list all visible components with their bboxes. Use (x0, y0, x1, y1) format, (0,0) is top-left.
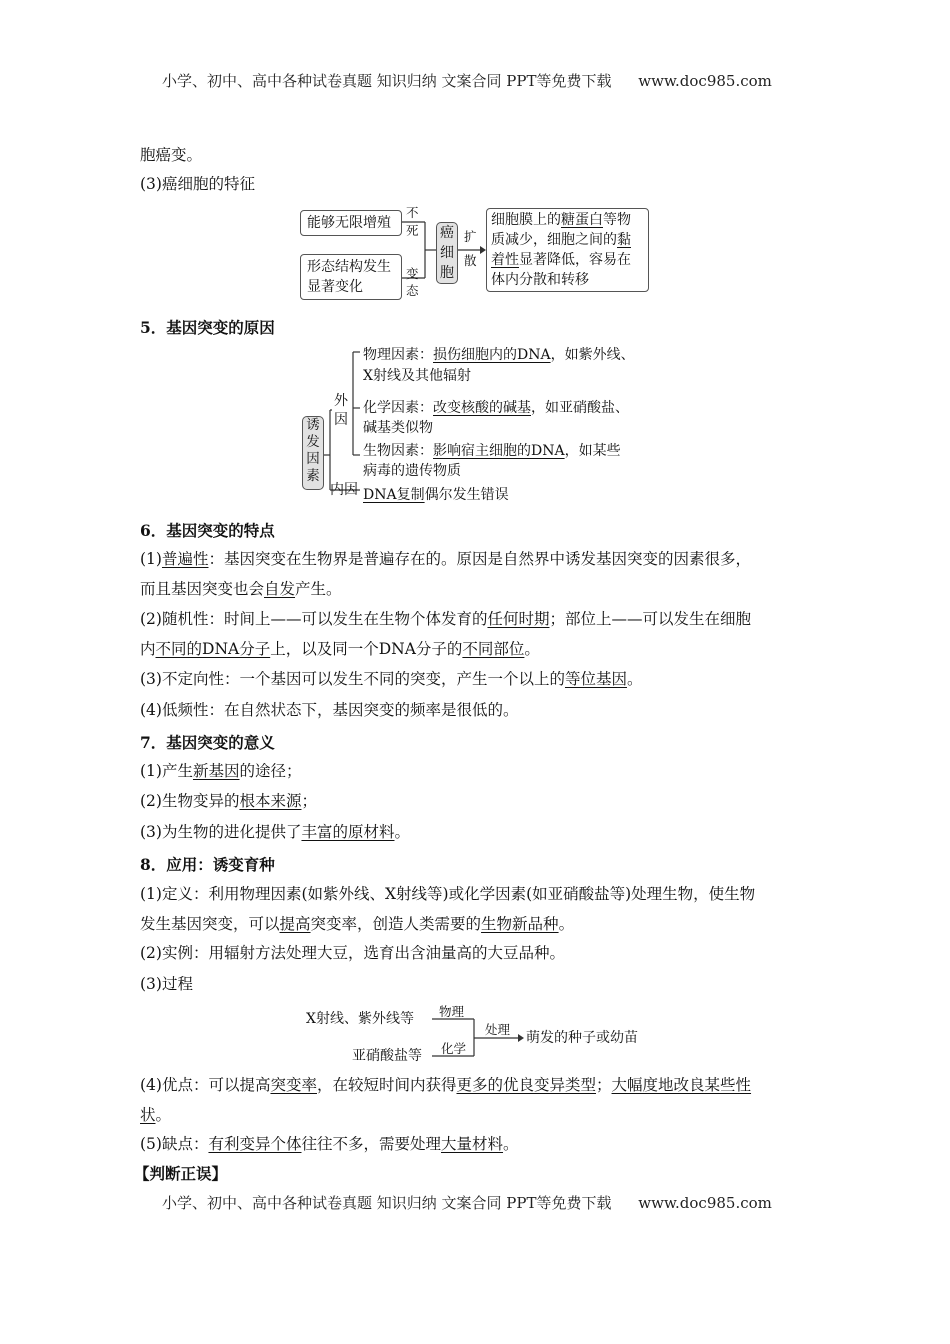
chem-b: ，如亚硝酸盐、 (531, 400, 629, 416)
label-immortal-b: 死 (406, 223, 419, 238)
root-char-3: 因 (306, 451, 320, 467)
right-l3u: 着性 (491, 252, 519, 268)
header-text: 小学、初中、高中各种试卷真题 知识归纳 文案合同 PPT等免费下载 (162, 72, 612, 90)
internal-label: 内因 (330, 482, 358, 498)
s8p1d: 。 (558, 915, 575, 933)
int-u: DNA复制 (363, 487, 425, 503)
s8p1u: 提高 (279, 915, 311, 933)
section8-heading: 8．应用：诱变育种 (140, 855, 275, 874)
s7p1a: (1)产生 (140, 762, 193, 780)
root-char-4: 素 (306, 468, 320, 484)
section7-heading: 7．基因突变的意义 (140, 733, 275, 752)
top-line: 胞癌变。 (140, 146, 203, 164)
s7p2u: 根本来源 (239, 792, 302, 810)
s8p4u: 突变率 (270, 1076, 317, 1094)
label-immortal-a: 不 (406, 205, 419, 220)
chemical-factor-line2: 碱基类似物 (363, 420, 433, 436)
box1-text: 能够无限增殖 (307, 215, 391, 231)
s8p5a: (5)缺点： (140, 1135, 209, 1153)
s6p2a: (2)随机性：时间上——可以发生在生物个体发育的 (140, 610, 488, 628)
box2-line1: 形态结构发生 (307, 259, 391, 275)
process-label: 处理 (485, 1022, 511, 1037)
root-char-1: 诱 (306, 417, 320, 433)
bio-a: 生物因素： (363, 443, 433, 459)
bio-u: 影响宿主细胞的DNA (433, 443, 565, 459)
chemical-sources: 亚硝酸盐等 (352, 1048, 422, 1064)
section3-heading: (3)癌细胞的特征 (140, 175, 255, 193)
chem-a: 化学因素： (363, 400, 433, 416)
s6p2c: 内 (140, 640, 156, 658)
s8p5c: 。 (503, 1135, 519, 1153)
box2-line2: 显著变化 (307, 279, 363, 295)
s6p1u2: 自发 (264, 580, 296, 598)
s8-p3: (3)过程 (140, 975, 193, 993)
s8-p1-line1: (1)定义：利用物理因素(如紫外线、X射线等)或化学因素(如亚硝酸盐等)处理生物，使生物 (140, 885, 756, 903)
s7p2a: (2)生物变异的 (140, 792, 240, 810)
right-l3b: 显著降低，容易在 (519, 252, 631, 268)
external-char-2: 因 (334, 412, 348, 428)
right-l2u: 黏 (617, 232, 631, 248)
phys-u: 损伤细胞内的DNA (433, 347, 551, 363)
s6p3b: 。 (626, 670, 643, 688)
s8p1u2: 生物新品种 (481, 915, 559, 933)
section5-heading: 5．基因突变的原因 (140, 318, 275, 337)
external-char-1: 外 (334, 393, 348, 409)
chem-u: 改变核酸的碱基 (433, 400, 531, 416)
label-transform-b: 态 (406, 283, 419, 298)
s6p2d: 上，以及同一个DNA分子的 (270, 640, 463, 658)
header-site: www.doc985.com (638, 72, 772, 90)
center-char-2: 细 (440, 245, 454, 261)
s7p1b: 的途径； (239, 762, 302, 780)
s7p1u: 新基因 (192, 762, 240, 780)
page-footer (162, 1192, 772, 1213)
s6p2b: ；部位上——可以发生在细胞 (549, 610, 751, 628)
right-l1u: 糖蛋白 (561, 212, 603, 228)
s6p1d: 产生。 (295, 580, 342, 598)
biological-factor-line2: 病毒的遗传物质 (363, 463, 461, 479)
physical-factor-line2: X射线及其他辐射 (363, 368, 471, 384)
right-l1b: 等物 (603, 212, 631, 228)
label-transform-a: 变 (406, 266, 419, 281)
judge-heading: 【判断正误】 (134, 1164, 228, 1183)
center-char-3: 胞 (440, 265, 454, 281)
section6-heading: 6．基因突变的特点 (140, 521, 275, 540)
s7p2b: ； (301, 792, 317, 810)
s7p3a: (3)为生物的进化提供了 (140, 823, 302, 841)
s7p3u: 丰富的原材料 (301, 823, 395, 841)
s7p3b: 。 (394, 823, 410, 841)
physical-sources: X射线、紫外线等 (306, 1011, 414, 1027)
s8p4u2: 更多的优良变异类型 (456, 1076, 597, 1094)
s6p1u: 普遍性 (161, 550, 209, 568)
s8p1c: 突变率，创造人类需要的 (310, 915, 482, 933)
right-l1a: 细胞膜上的 (491, 212, 561, 228)
s6p3u: 等位基因 (564, 670, 627, 688)
bio-b: ，如某些 (564, 443, 621, 459)
center-char-1: 癌 (440, 225, 454, 241)
s6p1c: 而且基因突变也会 (140, 580, 265, 598)
s8p5u2: 大量材料 (441, 1135, 504, 1153)
s6p2u3: 不同部位 (462, 640, 525, 658)
int-b: 偶尔发生错误 (424, 487, 509, 503)
arrow-label-spread-b: 散 (464, 253, 477, 268)
s6p2e: 。 (524, 640, 540, 658)
s8p4u4: 状 (140, 1106, 156, 1124)
s6p1b: ：基因突变在生物界是普遍存在的。原因是自然界中诱发基因突变的因素很多， (208, 550, 751, 568)
s8-p2: (2)实例：用辐射方法处理大豆，选育出含油量高的大豆品种。 (140, 944, 565, 962)
physical-label: 物理 (439, 1004, 465, 1019)
s8-p4-line2 (140, 1105, 171, 1125)
chemical-label: 化学 (441, 1041, 467, 1056)
s6p3a: (3)不定向性：一个基因可以发生不同的突变，产生一个以上的 (140, 670, 565, 688)
right-l4: 体内分散和转移 (491, 272, 589, 288)
phys-b: ，如紫外线、 (550, 347, 635, 363)
s8-p5 (140, 1134, 519, 1154)
s8-p4-line1 (140, 1075, 751, 1095)
s8p1b: 发生基因突变，可以 (140, 915, 280, 933)
s8p4u3: 大幅度地改良某些性 (611, 1076, 752, 1094)
s8p5u: 有利变异个体 (208, 1135, 302, 1153)
s6p1a: (1) (140, 550, 162, 568)
s6p2u: 任何时期 (487, 610, 550, 628)
s8p4b: ，在较短时间内获得 (316, 1076, 457, 1094)
phys-a: 物理因素： (363, 347, 433, 363)
root-char-2: 发 (306, 434, 320, 450)
footer-text: 小学、初中、高中各种试卷真题 知识归纳 文案合同 PPT等免费下载 (162, 1194, 612, 1212)
process-result: 萌发的种子或幼苗 (526, 1030, 638, 1046)
right-l2a: 质减少，细胞之间的 (491, 232, 617, 248)
s8p5b: 往往不多，需要处理 (301, 1135, 441, 1153)
s8p4c: ； (596, 1076, 612, 1094)
s6p2u2: 不同的DNA分子 (155, 640, 271, 658)
s8p4a: (4)优点：可以提高 (140, 1076, 271, 1094)
s6-p4: (4)低频性：在自然状态下，基因突变的频率是很低的。 (140, 701, 519, 719)
s8p4d: 。 (155, 1106, 172, 1124)
arrow-label-spread-a: 扩 (464, 229, 477, 244)
footer-site: www.doc985.com (638, 1194, 772, 1212)
